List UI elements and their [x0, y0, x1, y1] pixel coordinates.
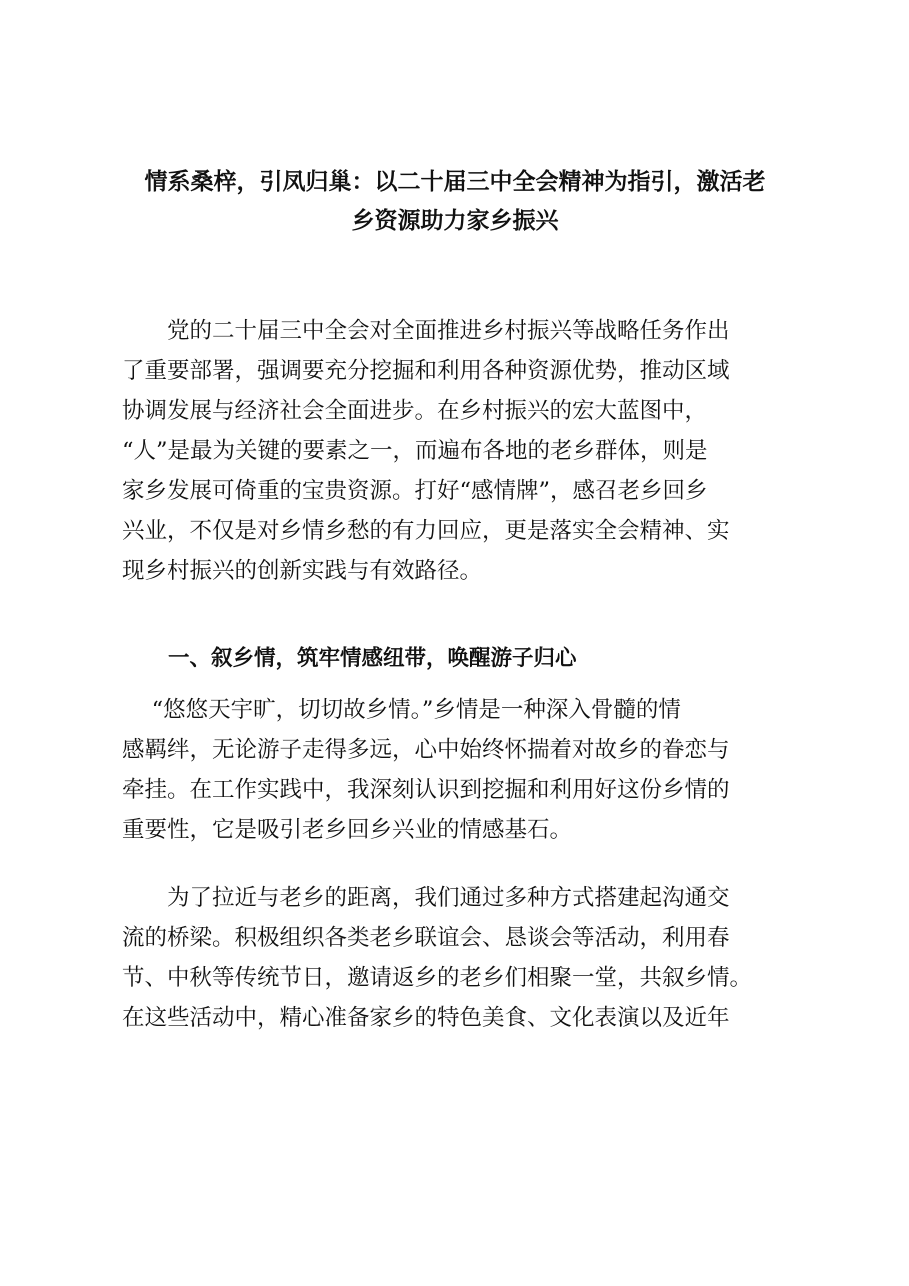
text-line: 为了拉近与老乡的距离，我们通过多种方式搭建起沟通交 [122, 885, 730, 911]
section-heading: 一、叙乡情，筑牢情感纽带，唤醒游子归心 [168, 646, 577, 671]
text-line: 家乡发展可倚重的宝贵资源。打好“感情牌”，感召老乡回乡 [122, 478, 708, 504]
text-line: 感羁绊，无论游子走得多远，心中始终怀揣着对故乡的眷恋与 [122, 737, 730, 763]
paragraph-activities [122, 878, 790, 1038]
document-title [120, 162, 790, 240]
text-line: 流的桥梁。积极组织各类老乡联谊会、恳谈会等活动，利用春 [122, 925, 730, 951]
paragraph-homesickness [122, 690, 790, 850]
title-line: 情系桑梓，引凤归巢：以二十届三中全会精神为指引，激活老 [144, 168, 766, 195]
text-line: 现乡村振兴的创新实践与有效路径。 [122, 558, 483, 584]
text-line: 在这些活动中，精心准备家乡的特色美食、文化表演以及近年 [122, 1005, 730, 1031]
text-line: 兴业，不仅是对乡情乡愁的有力回应，更是落实全会精神、实 [122, 518, 730, 544]
text-line: 协调发展与经济社会全面进步。在乡村振兴的宏大蓝图中， [122, 398, 708, 424]
text-line: 党的二十届三中全会对全面推进乡村振兴等战略任务作出 [122, 318, 730, 344]
text-line: “人”是最为关键的要素之一，而遍布各地的老乡群体，则是 [122, 438, 708, 464]
text-line: 重要性，它是吸引老乡回乡兴业的情感基石。 [122, 817, 573, 843]
text-line: “悠悠天宇旷，切切故乡情。”乡情是一种深入骨髓的情 [122, 697, 681, 723]
paragraph-intro [122, 311, 790, 591]
text-line: 节、中秋等传统节日，邀请返乡的老乡们相聚一堂，共叙乡情。 [122, 965, 753, 991]
text-line: 了重要部署，强调要充分挖掘和利用各种资源优势，推动区域 [122, 358, 730, 384]
title-line: 乡资源助力家乡振兴 [351, 207, 559, 234]
text-line: 牵挂。在工作实践中，我深刻认识到挖掘和利用好这份乡情的 [122, 777, 730, 803]
